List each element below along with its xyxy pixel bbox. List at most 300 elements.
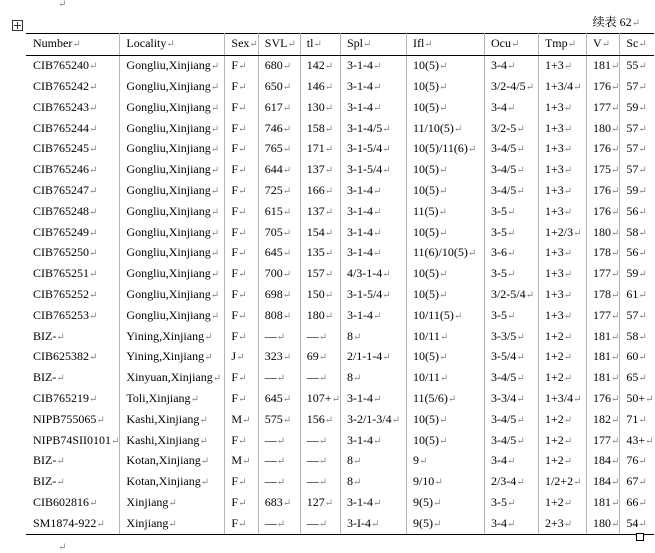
- table-cell: [538, 55, 586, 76]
- cell-text: 11(5): [412, 203, 439, 218]
- table-cell: [586, 77, 619, 98]
- cell-text: F: [231, 78, 239, 93]
- table-cell: [406, 77, 484, 98]
- paragraph-mark-icon: ↵: [506, 497, 516, 509]
- paragraph-mark-icon: ↵: [89, 227, 98, 239]
- table-cell: [620, 430, 654, 451]
- table-cell: [538, 347, 586, 368]
- paragraph-mark-icon: ↵: [447, 393, 457, 405]
- table-cell: [258, 389, 300, 410]
- cell-text: 700: [264, 266, 283, 281]
- table-cell: [620, 77, 654, 98]
- table-cell: [620, 409, 654, 430]
- paragraph-mark-icon: ↵: [318, 477, 328, 489]
- cell-text: —: [306, 474, 319, 489]
- cell-text: F: [231, 266, 239, 281]
- table-cell: [120, 451, 225, 472]
- cell-text: 705: [264, 224, 283, 239]
- paragraph-mark-icon: ↵: [516, 477, 525, 489]
- paragraph-mark-icon: ↵: [638, 289, 647, 301]
- paragraph-mark-icon: ↵: [238, 123, 247, 135]
- cell-text: 1+3: [544, 162, 564, 177]
- cell-text: —: [264, 370, 277, 385]
- paragraph-mark-icon: ↵: [210, 269, 220, 281]
- paragraph-mark-icon: ↵: [638, 373, 647, 385]
- cell-text: 725: [264, 182, 283, 197]
- table-cell: [300, 118, 340, 139]
- cell-text: CIB625382: [33, 349, 90, 364]
- paragraph-mark-icon: ↵: [89, 102, 98, 114]
- table-cell: [300, 181, 340, 202]
- paragraph-mark-icon: ↵: [563, 456, 573, 468]
- table-cell: [406, 55, 484, 76]
- table-cell: [406, 472, 484, 493]
- paragraph-mark-icon: ↵: [287, 39, 296, 51]
- paragraph-mark-icon: ↵: [372, 435, 382, 447]
- table-cell: [225, 285, 258, 306]
- cell-text: 130: [306, 99, 325, 114]
- table-cell: [340, 513, 406, 534]
- table-cell: [406, 160, 484, 181]
- cell-text: 60: [626, 349, 639, 364]
- cell-text: —: [264, 432, 277, 447]
- cell-text: BIZ-: [33, 370, 57, 385]
- paragraph-mark-icon: ↵: [210, 185, 220, 197]
- paragraph-mark-icon: ↵: [506, 518, 516, 530]
- table-cell: [258, 285, 300, 306]
- table-cell: [406, 368, 484, 389]
- cell-text: CIB765249: [33, 224, 90, 239]
- cell-text: 3-6: [490, 245, 507, 260]
- paragraph-mark-icon: ↵: [610, 310, 620, 322]
- paragraph-mark-icon: ↵: [638, 456, 647, 468]
- cell-text: 181: [592, 494, 611, 509]
- cell-text: 181: [592, 58, 611, 73]
- paragraph-mark-icon: ↵: [438, 414, 448, 426]
- cell-text: 54: [626, 515, 639, 530]
- table-row: [26, 347, 654, 368]
- cell-text: 184: [592, 474, 611, 489]
- paragraph-mark-icon: ↵: [638, 81, 647, 93]
- cell-text: 3-1-4: [346, 494, 373, 509]
- table-cell: [120, 472, 225, 493]
- paragraph-mark-icon: ↵: [282, 61, 292, 73]
- table-cell: [300, 451, 340, 472]
- table-cell: [406, 326, 484, 347]
- table-cell: [586, 160, 619, 181]
- table-row: [26, 326, 654, 347]
- paragraph-mark-icon: ↵: [166, 39, 175, 51]
- cell-text: 746: [264, 120, 283, 135]
- table-cell: [225, 409, 258, 430]
- table-cell: [300, 513, 340, 534]
- cell-text: tl: [306, 36, 314, 51]
- cell-text: 10(5): [412, 182, 439, 197]
- table-cell: [120, 160, 225, 181]
- cell-text: Yining,Xinjiang: [126, 328, 205, 343]
- paragraph-mark-icon: ↵: [516, 352, 525, 364]
- paragraph-mark-icon: ↵: [56, 456, 65, 468]
- cell-text: 9: [412, 453, 419, 468]
- table-cell: [586, 513, 619, 534]
- cell-text: 184: [592, 453, 611, 468]
- cell-text: 59: [626, 266, 639, 281]
- paragraph-mark-icon: ↵: [210, 144, 220, 156]
- paragraph-mark-icon: ↵: [58, 0, 67, 10]
- paragraph-mark-icon: ↵: [610, 185, 620, 197]
- table-cell: [300, 430, 340, 451]
- table-cell: [586, 264, 619, 285]
- table-cell: [26, 451, 120, 472]
- paragraph-mark-icon: ↵: [324, 144, 334, 156]
- paragraph-mark-icon: ↵: [372, 310, 382, 322]
- cell-text: BIZ-: [33, 328, 57, 343]
- paragraph-mark-icon: ↵: [567, 39, 577, 51]
- paragraph-mark-icon: ↵: [510, 39, 520, 51]
- cell-text: 56: [626, 203, 639, 218]
- paragraph-mark-icon: ↵: [352, 477, 362, 489]
- table-cell: [484, 347, 538, 368]
- cell-text: M: [231, 453, 243, 468]
- cell-text: 323: [264, 349, 283, 364]
- table-cell: [586, 451, 619, 472]
- table-cell: [484, 305, 538, 326]
- paragraph-mark-icon: ↵: [276, 456, 286, 468]
- cell-text: 2+3: [544, 515, 564, 530]
- table-cell: [120, 305, 225, 326]
- table-cell: [26, 409, 120, 430]
- cell-text: F: [231, 58, 239, 73]
- cell-text: 1+2: [544, 453, 564, 468]
- table-cell: [586, 472, 619, 493]
- paragraph-mark-icon: ↵: [516, 414, 525, 426]
- table-cell: [258, 97, 300, 118]
- paragraph-mark-icon: ↵: [382, 352, 391, 364]
- table-cell: [586, 243, 619, 264]
- paragraph-mark-icon: ↵: [210, 227, 220, 239]
- table-cell: [300, 97, 340, 118]
- paragraph-mark-icon: ↵: [610, 352, 620, 364]
- cell-text: —: [264, 453, 277, 468]
- paragraph-mark-icon: ↵: [210, 248, 220, 260]
- cell-text: 3-5: [490, 494, 507, 509]
- paragraph-mark-icon: ↵: [563, 102, 573, 114]
- cell-text: 3-4: [490, 99, 507, 114]
- cell-text: 10(5): [412, 224, 439, 239]
- paragraph-mark-icon: ↵: [210, 81, 220, 93]
- paragraph-mark-icon: ↵: [382, 123, 391, 135]
- cell-text: F: [231, 515, 239, 530]
- paragraph-mark-icon: ↵: [610, 456, 620, 468]
- paragraph-mark-icon: ↵: [89, 248, 98, 260]
- table-cell: [120, 409, 225, 430]
- paragraph-mark-icon: ↵: [438, 227, 448, 239]
- paragraph-mark-icon: ↵: [89, 123, 98, 135]
- paragraph-mark-icon: ↵: [438, 165, 448, 177]
- paragraph-mark-icon: ↵: [249, 39, 258, 51]
- cell-text: 137: [306, 162, 325, 177]
- cell-text: Xinyuan,Xinjiang: [126, 370, 213, 385]
- cell-text: 3-5/4: [490, 349, 517, 364]
- table-cell: [225, 222, 258, 243]
- cell-text: 1+3: [544, 120, 564, 135]
- cell-text: 58: [626, 224, 639, 239]
- cell-text: 1+3/4: [544, 390, 574, 405]
- cell-text: 2/1-1-4: [346, 349, 383, 364]
- paragraph-mark-icon: ↵: [610, 227, 620, 239]
- paragraph-mark-icon: ↵: [438, 206, 447, 218]
- table-cell: [258, 222, 300, 243]
- cell-text: 3/2-5/4: [490, 286, 526, 301]
- cell-text: F: [231, 390, 239, 405]
- table-cell: [26, 305, 120, 326]
- cell-text: 10(5): [412, 78, 439, 93]
- table-cell: [225, 264, 258, 285]
- cell-text: F: [231, 99, 239, 114]
- paragraph-mark-icon: ↵: [324, 206, 334, 218]
- paragraph-mark-icon: ↵: [318, 435, 328, 447]
- paragraph-mark-icon: ↵: [610, 206, 620, 218]
- cell-text: 176: [592, 203, 611, 218]
- table-cell: [586, 430, 619, 451]
- cell-text: 8: [346, 453, 353, 468]
- cell-text: 181: [592, 328, 611, 343]
- cell-text: 617: [264, 99, 283, 114]
- paragraph-mark-icon: ↵: [610, 414, 620, 426]
- cell-text: Gongliu,Xinjiang: [126, 162, 211, 177]
- table-cell: [225, 305, 258, 326]
- table-cell: [120, 243, 225, 264]
- table-cell: [258, 368, 300, 389]
- cell-text: 69: [306, 349, 319, 364]
- table-cell: [225, 201, 258, 222]
- cell-text: 11(5/6): [412, 390, 448, 405]
- paragraph-mark-icon: ↵: [238, 269, 247, 281]
- paragraph-mark-icon: ↵: [210, 310, 220, 322]
- table-cell: [620, 222, 654, 243]
- paragraph-mark-icon: ↵: [506, 102, 516, 114]
- table-cell: [26, 243, 120, 264]
- table-cell: [26, 77, 120, 98]
- cell-text: 142: [306, 58, 325, 73]
- cell-text: 680: [264, 58, 283, 73]
- cell-text: 10(5): [412, 411, 439, 426]
- table-cell: [538, 222, 586, 243]
- table-cell: [300, 264, 340, 285]
- cell-text: F: [231, 245, 239, 260]
- cell-text: 1+2: [544, 370, 564, 385]
- paragraph-mark-icon: ↵: [238, 248, 247, 260]
- paragraph-mark-icon: ↵: [516, 144, 525, 156]
- cell-text: CIB765243: [33, 99, 90, 114]
- table-cell: [340, 326, 406, 347]
- table-cell: [225, 389, 258, 410]
- cell-text: 180: [592, 224, 611, 239]
- paragraph-mark-icon: ↵: [506, 456, 516, 468]
- cell-text: 178: [592, 286, 611, 301]
- cell-text: CIB765244: [33, 120, 90, 135]
- cell-text: CIB765252: [33, 286, 90, 301]
- cell-text: 3-1-4: [346, 182, 373, 197]
- paragraph-mark-icon: ↵: [418, 456, 428, 468]
- cell-text: 127: [306, 494, 325, 509]
- paragraph-mark-icon: ↵: [89, 144, 98, 156]
- paragraph-mark-icon: ↵: [236, 352, 245, 364]
- table-cell: [225, 77, 258, 98]
- paragraph-mark-icon: ↵: [331, 393, 340, 405]
- cell-text: 1+3: [544, 141, 564, 156]
- paragraph-mark-icon: ↵: [318, 373, 328, 385]
- paragraph-mark-icon: ↵: [282, 497, 292, 509]
- cell-text: Yining,Xinjiang: [126, 349, 205, 364]
- paragraph-mark-icon: ↵: [238, 185, 247, 197]
- cell-text: 177: [592, 307, 611, 322]
- table-cell: [538, 451, 586, 472]
- table-cell: [484, 181, 538, 202]
- paragraph-mark-icon: ↵: [210, 165, 220, 177]
- paragraph-mark-icon: ↵: [89, 206, 98, 218]
- table-cell: [586, 368, 619, 389]
- paragraph-mark-icon: ↵: [638, 39, 647, 51]
- cell-text: 171: [306, 141, 325, 156]
- cell-text: 57: [626, 141, 639, 156]
- caption-text: 续表 62: [592, 15, 632, 29]
- paragraph-mark-icon: ↵: [238, 497, 247, 509]
- cell-text: F: [231, 224, 239, 239]
- paragraph-mark-icon: ↵: [282, 102, 292, 114]
- table-cell: [120, 285, 225, 306]
- cell-text: Gongliu,Xinjiang: [126, 182, 211, 197]
- paragraph-mark-icon: ↵: [372, 102, 382, 114]
- cell-text: Kashi,Xinjiang: [126, 432, 200, 447]
- cell-text: 55: [626, 58, 639, 73]
- paragraph-mark-icon: ↵: [563, 185, 573, 197]
- cell-text: F: [231, 141, 239, 156]
- paragraph-mark-icon: ↵: [282, 206, 292, 218]
- table-cell: [300, 472, 340, 493]
- cell-text: 3-5: [490, 224, 507, 239]
- table-cell: [406, 305, 484, 326]
- paragraph-mark-icon: ↵: [610, 477, 620, 489]
- paragraph-mark-icon: ↵: [56, 477, 65, 489]
- paragraph-mark-icon: ↵: [638, 352, 647, 364]
- table-cell: [484, 160, 538, 181]
- cell-text: 3/2-5: [490, 120, 517, 135]
- paragraph-mark-icon: ↵: [563, 269, 573, 281]
- paragraph-mark-icon: ↵: [424, 39, 433, 51]
- table-row: [26, 513, 654, 534]
- paragraph-mark-icon: ↵: [324, 310, 334, 322]
- paragraph-mark-icon: ↵: [324, 497, 334, 509]
- paragraph-mark-icon: ↵: [563, 414, 573, 426]
- paragraph-mark-icon: ↵: [382, 165, 391, 177]
- cell-text: 9/10: [412, 474, 435, 489]
- table-cell: [258, 347, 300, 368]
- paragraph-mark-icon: ↵: [282, 393, 292, 405]
- table-cell: [120, 389, 225, 410]
- table-cell: [340, 472, 406, 493]
- table-cell: [120, 513, 225, 534]
- cell-text: Gongliu,Xinjiang: [126, 224, 211, 239]
- column-header: [406, 34, 484, 56]
- table-caption: [593, 13, 640, 30]
- cell-text: NIPB74SII0101: [33, 432, 112, 447]
- cell-text: Kotan,Xinjiang: [126, 474, 201, 489]
- cell-text: 10(5): [412, 266, 439, 281]
- paragraph-mark-icon: ↵: [563, 373, 573, 385]
- cell-text: CIB765251: [33, 266, 90, 281]
- paragraph-mark-icon: ↵: [453, 123, 463, 135]
- table-resize-handle[interactable]: [636, 533, 644, 541]
- paragraph-mark-icon: ↵: [506, 227, 516, 239]
- cell-text: 158: [306, 120, 325, 135]
- table-row: [26, 472, 654, 493]
- column-header: [120, 34, 225, 56]
- table-cell: [484, 139, 538, 160]
- table-cell: [538, 118, 586, 139]
- table-row: [26, 139, 654, 160]
- paragraph-mark-icon: ↵: [638, 144, 647, 156]
- paragraph-mark-icon: ↵: [610, 248, 620, 260]
- table-cell: [258, 409, 300, 430]
- cell-text: 11(6)/10(5): [412, 245, 468, 260]
- table-cell: [586, 493, 619, 514]
- table-cell: [120, 139, 225, 160]
- paragraph-mark-icon: ↵: [89, 352, 98, 364]
- cell-text: 3/2-4/5: [490, 78, 526, 93]
- cell-text: CIB765246: [33, 162, 90, 177]
- cell-text: M: [231, 411, 243, 426]
- paragraph-mark-icon: ↵: [563, 331, 573, 343]
- table-cell: [300, 55, 340, 76]
- paragraph-mark-icon: ↵: [563, 435, 573, 447]
- paragraph-mark-icon: ↵: [96, 518, 105, 530]
- column-header: [538, 34, 586, 56]
- paragraph-mark-icon: ↵: [210, 102, 220, 114]
- table-cell: [484, 472, 538, 493]
- paragraph-mark-icon: ↵: [563, 248, 573, 260]
- table-cell: [538, 389, 586, 410]
- cell-text: 10/11(5): [412, 307, 454, 322]
- cell-text: 615: [264, 203, 283, 218]
- paragraph-mark-icon: ↵: [434, 477, 443, 489]
- table-cell: [620, 472, 654, 493]
- table-cell: [586, 389, 619, 410]
- table-cell: [406, 409, 484, 430]
- table-cell: [620, 243, 654, 264]
- paragraph-mark-icon: ↵: [58, 542, 67, 553]
- paragraph-mark-icon: ↵: [276, 477, 286, 489]
- paragraph-mark-icon: ↵: [563, 310, 573, 322]
- table-move-handle-icon[interactable]: [12, 20, 23, 31]
- paragraph-mark-icon: ↵: [638, 248, 647, 260]
- paragraph-mark-icon: ↵: [282, 81, 292, 93]
- table-cell: [340, 305, 406, 326]
- table-cell: [225, 97, 258, 118]
- cell-text: F: [231, 120, 239, 135]
- cell-text: Gongliu,Xinjiang: [126, 99, 211, 114]
- paragraph-mark-icon: ↵: [282, 310, 292, 322]
- cell-text: 9(5): [412, 494, 433, 509]
- table-cell: [620, 451, 654, 472]
- table-cell: [340, 77, 406, 98]
- table-cell: [340, 430, 406, 451]
- paragraph-mark-icon: ↵: [438, 185, 448, 197]
- cell-text: 59: [626, 99, 639, 114]
- table-cell: [538, 493, 586, 514]
- paragraph-mark-icon: ↵: [563, 165, 573, 177]
- paragraph-mark-icon: ↵: [563, 123, 573, 135]
